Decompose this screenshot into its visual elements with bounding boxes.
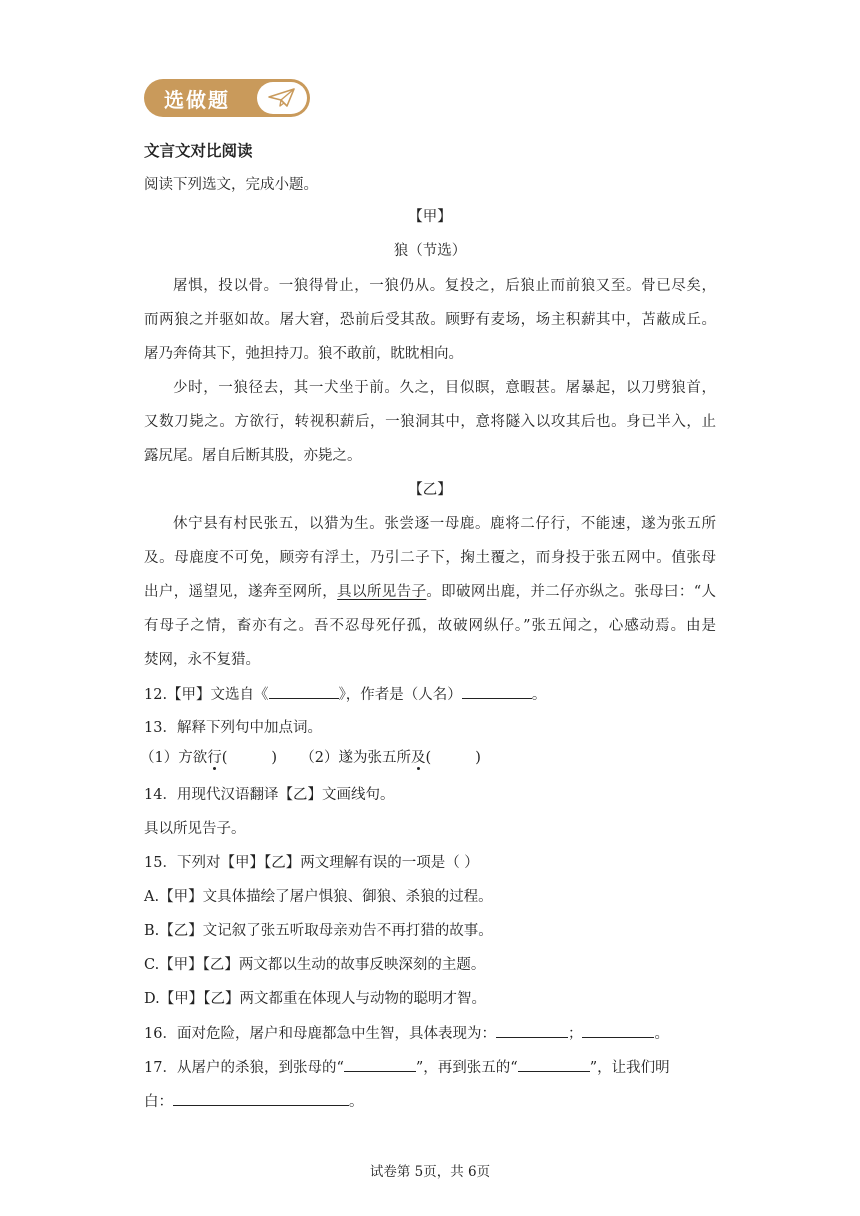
passage-a-label: 【甲】 [408, 209, 452, 225]
question-15: 15．下列对【甲】【乙】两文理解有误的一项是（ ） [144, 855, 479, 871]
section-title: 文言文对比阅读 [144, 142, 253, 160]
option-d[interactable]: D.【甲】【乙】两文都重在体现人与动物的聪明才智。 [144, 991, 486, 1007]
question-14: 14．用现代汉语翻译【乙】文画线句。 [144, 787, 395, 803]
dotted-word: 及 [411, 750, 426, 766]
passage-b-line: 有母子之情，畜亦有之。吾不忍母死仔孤，故破网纵仔。”张五闻之，心感动焉。由是 [144, 618, 716, 634]
answer-blank[interactable] [582, 1023, 654, 1038]
passage-a-line: 又数刀毙之。方欲行，转视积薪后，一狼洞其中，意将隧入以攻其后也。身已半入，止 [144, 414, 716, 430]
option-c[interactable]: C.【甲】【乙】两文都以生动的故事反映深刻的主题。 [144, 957, 486, 973]
question-12: 12.【甲】文选自《 》，作者是（人名） 。 [144, 684, 546, 705]
dotted-word: 行 [207, 750, 222, 766]
badge-label: 选做题 [164, 87, 230, 112]
passage-b-line: 焚网，永不复猎。 [144, 652, 260, 668]
answer-blank[interactable] [462, 684, 532, 699]
question-13: 13．解释下列句中加点词。 [144, 720, 322, 736]
passage-a-line: 而两狼之并驱如故。屠大窘，恐前后受其敌。顾野有麦场，场主积薪其中，苫蔽成丘。 [144, 312, 716, 328]
passage-a-line: 屠惧，投以骨。一狼得骨止，一狼仍从。复投之，后狼止而前狼又至。骨已尽矣， [173, 278, 716, 294]
option-a[interactable]: A.【甲】文具体描绘了屠户惧狼、御狼、杀狼的过程。 [144, 889, 493, 905]
optional-section-badge [144, 79, 310, 117]
question-14-sentence: 具以所见告子。 [144, 821, 246, 837]
answer-blank[interactable] [496, 1023, 568, 1038]
passage-b-line: 出户，遥望见，遂奔至网所，具以所见告子。即破网出鹿，并二仔亦纵之。张母曰：“人 [144, 584, 717, 600]
passage-a-title: 狼（节选） [393, 243, 467, 259]
paper-plane-icon [257, 82, 307, 114]
passage-b-line: 休宁县有村民张五，以猎为生。张尝逐一母鹿。鹿将二仔行，不能速，遂为张五所 [173, 516, 716, 532]
passage-a-line: 露尻尾。屠自后断其股，亦毙之。 [144, 448, 362, 464]
underlined-sentence: 具以所见告子 [337, 584, 427, 600]
question-13-items: （1）方欲行( ) （2）遂为张五所及( ) [140, 750, 481, 766]
option-b[interactable]: B.【乙】文记叙了张五听取母亲劝告不再打猎的故事。 [144, 923, 493, 939]
answer-blank[interactable] [269, 684, 339, 699]
question-16: 16．面对危险，屠户和母鹿都急中生智，具体表现为： ； 。 [144, 1023, 669, 1044]
answer-blank[interactable] [344, 1057, 416, 1072]
passage-b-label: 【乙】 [408, 482, 452, 498]
passage-b-line: 及。母鹿度不可免，顾旁有浮土，乃引二子下，掬土覆之，而身投于张五网中。值张母 [144, 550, 716, 566]
page-footer: 试卷第 5页，共 6页 [369, 1164, 491, 1180]
question-17-continued: 白： 。 [144, 1091, 364, 1112]
passage-a-line: 少时，一狼径去，其一犬坐于前。久之，目似瞑，意暇甚。屠暴起，以刀劈狼首， [173, 380, 716, 396]
passage-a-line: 屠乃奔倚其下，弛担持刀。狼不敢前，眈眈相向。 [144, 346, 463, 362]
answer-blank[interactable] [518, 1057, 590, 1072]
answer-blank[interactable] [173, 1091, 349, 1106]
question-17: 17．从屠户的杀狼，到张母的“ ”，再到张五的“ ”，让我们明 [144, 1057, 670, 1078]
instruction: 阅读下列选文，完成小题。 [144, 177, 318, 193]
